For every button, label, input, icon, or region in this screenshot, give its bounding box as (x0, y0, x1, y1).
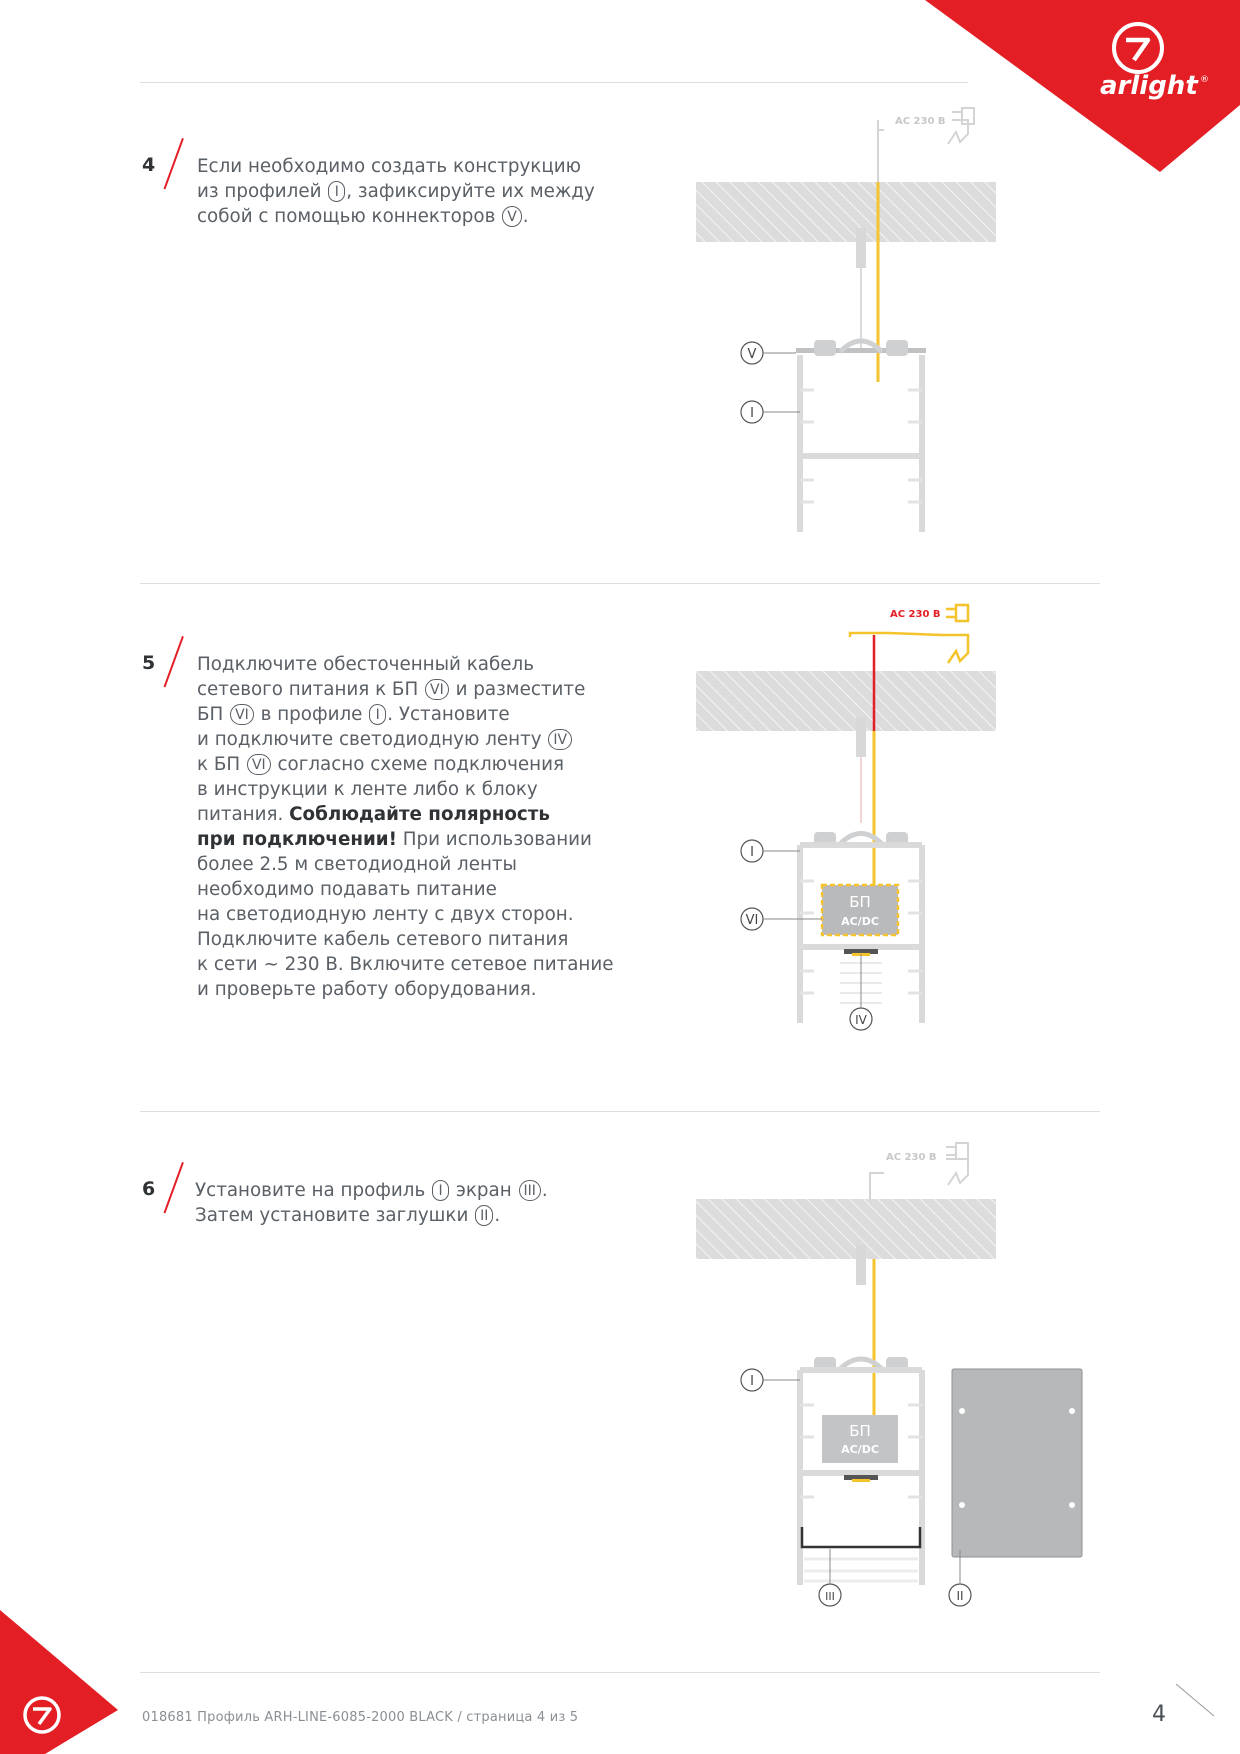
text-segment: Подключите кабель сетевого питания (197, 929, 569, 950)
footer-doc-title: 018681 Профиль ARH-LINE-6085-2000 BLACK / страница 4 из 5 (142, 1710, 579, 1725)
page-number-slash (1170, 1680, 1220, 1720)
ac-label: AC 230 В (895, 116, 946, 127)
text-segment: и проверьте работу оборудования. (197, 979, 537, 1000)
text-segment: . Установите (387, 704, 510, 725)
ac-label: AC 230 В (886, 1152, 937, 1163)
text-line (197, 852, 614, 877)
text-segment: необходимо подавать питание (197, 879, 497, 900)
callout-marker: VI (230, 704, 254, 725)
step-6-number: 6 (142, 1178, 156, 1200)
svg-text:БП: БП (849, 893, 871, 911)
end-cap (952, 1369, 1082, 1557)
svg-text:AC/DC: AC/DC (841, 915, 879, 928)
svg-text:®: ® (1200, 75, 1209, 85)
text-segment: к БП (197, 754, 246, 775)
text-line (197, 204, 595, 229)
callout-marker: V (502, 206, 522, 227)
text-segment: в инструкции к ленте либо к блоку (197, 779, 538, 800)
text-segment: сетевого питания к БП (197, 679, 425, 700)
svg-text:VI: VI (745, 913, 759, 928)
callout-marker: I (328, 181, 345, 202)
text-segment: . (522, 206, 529, 227)
text-line (197, 154, 595, 179)
text-segment: и разместите (449, 679, 586, 700)
svg-text:V: V (747, 347, 757, 362)
text-line (195, 1178, 548, 1203)
svg-text:AC/DC: AC/DC (841, 1443, 879, 1456)
text-segment: . (494, 1205, 501, 1226)
step-5-number: 5 (142, 652, 156, 674)
footer-rule (140, 1672, 1100, 1673)
top-rule (140, 82, 968, 83)
text-segment: более 2.5 м светодиодной ленты (197, 854, 517, 875)
text-line (197, 802, 614, 827)
text-segment: питания. (197, 804, 290, 825)
text-segment: , зафиксируйте их между (346, 181, 595, 202)
step-4-number: 4 (142, 154, 156, 176)
step-6-text (195, 1178, 548, 1228)
text-segment: . (541, 1180, 548, 1201)
text-line (197, 702, 614, 727)
text-line (197, 179, 595, 204)
callout-marker: VI (425, 679, 449, 700)
ceiling (696, 182, 996, 242)
step-4-text (197, 154, 595, 229)
text-segment: БП (197, 704, 230, 725)
text-segment: из профилей (197, 181, 328, 202)
svg-text:БП: БП (849, 1422, 871, 1440)
text-segment: на светодиодную ленту с двух сторон. (197, 904, 574, 925)
svg-text:I: I (750, 1374, 754, 1389)
callout-marker: II (475, 1205, 493, 1226)
text-segment: и подключите светодиодную ленту (197, 729, 548, 750)
emphasis-text: при подключении! (197, 829, 397, 850)
text-line (197, 927, 614, 952)
text-line (197, 902, 614, 927)
ceiling (696, 1199, 996, 1259)
svg-text:I: I (750, 406, 754, 421)
callout-marker: III (519, 1180, 541, 1201)
text-line (197, 677, 614, 702)
callout-marker: I (432, 1180, 449, 1201)
text-line (197, 752, 614, 777)
text-line (195, 1203, 548, 1228)
section-rule-1 (140, 583, 1100, 584)
text-line (197, 977, 614, 1002)
page-number: 4 (1152, 1702, 1166, 1727)
step-5-diagram (690, 595, 1070, 1045)
step-5-text (197, 652, 614, 1002)
text-segment: При использовании (396, 829, 592, 850)
text-segment: Если необходимо создать конструкцию (197, 156, 582, 177)
text-segment: собой с помощью коннекторов (197, 206, 502, 227)
text-line (197, 777, 614, 802)
section-rule-2 (140, 1111, 1100, 1112)
brand-logo-text: arlight (1100, 71, 1198, 101)
text-segment: экран (450, 1180, 518, 1201)
svg-text:I: I (750, 845, 754, 860)
text-segment: в профиле (254, 704, 369, 725)
text-line (197, 827, 614, 852)
text-line (197, 727, 614, 752)
step-4-slash (164, 138, 184, 189)
brand-corner-bottom (0, 1610, 120, 1754)
text-segment: к сети ~ 230 В. Включите сетевое питание (197, 954, 614, 975)
svg-text:IV: IV (855, 1013, 867, 1027)
callout-marker: I (369, 704, 386, 725)
step-4-diagram (690, 100, 1070, 540)
text-line (197, 877, 614, 902)
step-6-diagram (690, 1125, 1160, 1625)
text-segment: согласно схеме подключения (271, 754, 564, 775)
text-segment: Подключите обесточенный кабель (197, 654, 534, 675)
step-6-slash (164, 1162, 184, 1213)
text-line (197, 952, 614, 977)
text-segment: Затем установите заглушки (195, 1205, 475, 1226)
text-segment: Установите на профиль (195, 1180, 432, 1201)
emphasis-text: Соблюдайте полярность (289, 804, 550, 825)
svg-text:II: II (956, 1589, 964, 1603)
text-line (197, 652, 614, 677)
diffuser-screen (802, 1527, 920, 1547)
step-5-slash (164, 636, 184, 687)
svg-text:III: III (825, 1590, 835, 1603)
ac-label: AC 230 В (890, 609, 941, 620)
ceiling (696, 671, 996, 731)
callout-marker: VI (247, 754, 271, 775)
callout-marker: IV (548, 729, 572, 750)
